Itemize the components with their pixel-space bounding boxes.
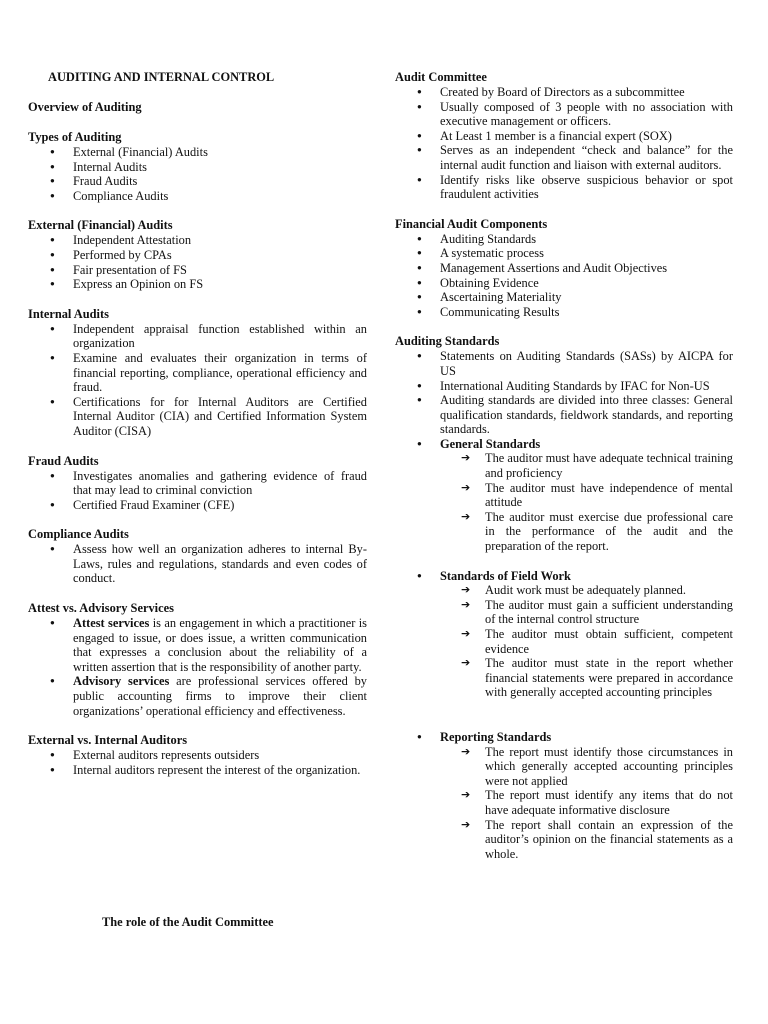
- list-item: ➔ The auditor must have independence of mental attitude: [461, 480, 733, 510]
- list-item: ● Internal Audits: [28, 160, 367, 175]
- list-item: ● Obtaining Evidence: [395, 276, 733, 291]
- auditors-list: [28, 748, 367, 777]
- arrow-right-icon: ➔: [461, 583, 471, 597]
- list-item: ● At Least 1 member is a financial expert (SOX): [395, 129, 733, 144]
- list-item: ● Identify risks like observe suspicious behavior or spot fraudulent activities: [395, 173, 733, 202]
- types-heading: Types of Auditing: [28, 130, 122, 144]
- fieldwork-list: [395, 583, 733, 700]
- standards-list: [395, 349, 733, 451]
- list-item: ● Compliance Audits: [28, 189, 367, 204]
- list-item: ● Fraud Audits: [28, 174, 367, 189]
- external-list: [28, 233, 367, 291]
- reporting-list: [395, 745, 733, 862]
- general-standards-item: [395, 437, 733, 452]
- list-item: ➔ Audit work must be adequately planned.: [461, 583, 686, 598]
- list-item: ● Investigates anomalies and gathering evidence of fraud that may lead to criminal conviction: [28, 469, 367, 498]
- document-title: AUDITING AND INTERNAL CONTROL: [48, 70, 275, 84]
- internal-heading: Internal Audits: [28, 306, 109, 321]
- audit-committee-role-heading: The role of the Audit Committee: [102, 915, 274, 929]
- list-item: ● Auditing standards are divided into three classes: General qualification standards, fieldwork standards, and reporting standards.: [395, 393, 733, 437]
- auditors-heading: External vs. Internal Auditors: [28, 733, 188, 748]
- list-item: ➔ The auditor must gain a sufficient understanding of the internal control structure: [461, 597, 733, 627]
- list-item: ● Fair presentation of FS: [28, 263, 367, 278]
- list-item: ● Serves as an independent “check and balance” for the internal audit function and liaison with external auditors.: [395, 143, 733, 172]
- attest-term: Attest services: [73, 616, 150, 631]
- components-heading: Financial Audit Components: [395, 216, 548, 231]
- compliance-list: [28, 542, 367, 586]
- list-item: ● External auditors represents outsiders: [28, 748, 367, 763]
- list-item: ● Communicating Results: [395, 305, 733, 320]
- fieldwork-item: [395, 569, 733, 584]
- advisory-definition: are professional services offered by public accounting firms to improve their client organizations’ operational efficiency and effectiveness.: [73, 674, 367, 718]
- fraud-heading: Fraud Audits: [28, 453, 99, 468]
- fieldwork-block: [395, 569, 733, 584]
- list-item: [28, 616, 367, 674]
- list-item: ● Management Assertions and Audit Objectives: [395, 261, 733, 276]
- components-list: [395, 232, 733, 320]
- list-item: ● Certifications for for Internal Auditors are Certified Internal Auditor (CIA) and Certified Information System Auditor (CISA): [28, 395, 367, 439]
- list-item: ● Examine and evaluates their organization in terms of financial reporting, compliance, operational efficiency and fraud.: [28, 351, 367, 395]
- left-column: [28, 70, 367, 777]
- list-item: ● Assess how well an organization adheres to internal By-Laws, rules and regulations, standards and even codes of conduct.: [28, 542, 367, 586]
- list-item: ● External (Financial) Audits: [28, 145, 367, 160]
- list-item: ● Internal auditors represent the interest of the organization.: [28, 763, 367, 778]
- arrow-right-icon: ➔: [461, 597, 471, 611]
- advisory-term: Advisory services: [73, 674, 170, 689]
- reporting-heading: Reporting Standards: [440, 729, 552, 744]
- list-item: ● Created by Board of Directors as a subcommittee: [395, 85, 733, 100]
- arrow-right-icon: ➔: [461, 744, 471, 758]
- list-item: ➔ The auditor must state in the report whether financial statements were prepared in accordance with generally accepted accounting principles: [461, 656, 733, 700]
- list-item: ● Independent Attestation: [28, 233, 367, 248]
- arrow-right-icon: ➔: [461, 480, 471, 494]
- list-item: ● Independent appraisal function established within an organization: [28, 322, 367, 351]
- internal-list: [28, 322, 367, 439]
- right-column: [395, 70, 733, 861]
- external-heading: External (Financial) Audits: [28, 218, 173, 233]
- compliance-heading: Compliance Audits: [28, 527, 129, 542]
- list-item: ➔ The report must identify any items that do not have adequate informative disclosure: [461, 788, 733, 817]
- list-item: ● Auditing Standards: [395, 232, 733, 247]
- committee-heading: Audit Committee: [395, 70, 487, 84]
- list-item: ● Certified Fraud Examiner (CFE): [28, 498, 367, 513]
- list-item: ➔ The auditor must have adequate technical training and proficiency: [461, 451, 733, 481]
- list-item: ● Usually composed of 3 people with no association with executive management or officers.: [395, 100, 733, 129]
- arrow-right-icon: ➔: [461, 627, 471, 640]
- committee-list: [395, 85, 733, 202]
- arrow-right-icon: ➔: [461, 451, 471, 465]
- arrow-right-icon: ➔: [461, 656, 471, 670]
- list-item: ➔ The auditor must exercise due professional care in the performance of the audit and the preparation of the report.: [461, 509, 733, 554]
- arrow-right-icon: ➔: [461, 509, 471, 523]
- list-item: ➔ The report shall contain an expression of the auditor’s opinion on the financial statements as a whole.: [461, 817, 733, 861]
- attest-definition: is an engagement in which a practitioner is engaged to issue, or does issue, a written communication that expresses a conclusion about the reliability of a written assertion that is the responsibility of another party.: [73, 616, 367, 674]
- fraud-list: [28, 469, 367, 513]
- arrow-right-icon: ➔: [461, 788, 471, 802]
- list-item: ● A systematic process: [395, 246, 733, 261]
- list-item: ● Ascertaining Materiality: [395, 290, 733, 305]
- arrow-right-icon: ➔: [461, 817, 471, 831]
- list-item: ➔ The auditor must obtain sufficient, competent evidence: [461, 627, 733, 656]
- list-item: ● Express an Opinion on FS: [28, 277, 367, 292]
- fieldwork-heading: Standards of Field Work: [440, 568, 571, 583]
- standards-heading: Auditing Standards: [395, 334, 500, 349]
- reporting-item: [395, 730, 733, 745]
- overview-heading: Overview of Auditing: [28, 100, 142, 114]
- list-item: ● International Auditing Standards by IFAC for Non-US: [395, 379, 733, 394]
- general-standards-list: [395, 451, 733, 553]
- list-item: [28, 674, 367, 718]
- attest-heading: Attest vs. Advisory Services: [28, 601, 174, 616]
- list-item: ● Statements on Auditing Standards (SASs) by AICPA for US: [395, 349, 733, 378]
- reporting-block: [395, 730, 733, 745]
- list-item: ➔ The report must identify those circumstances in which generally accepted accounting principles were not applied: [461, 744, 733, 788]
- general-standards-heading: General Standards: [440, 436, 541, 451]
- list-item: ● Performed by CPAs: [28, 248, 367, 263]
- attest-list: [28, 616, 367, 718]
- types-list: [28, 145, 367, 203]
